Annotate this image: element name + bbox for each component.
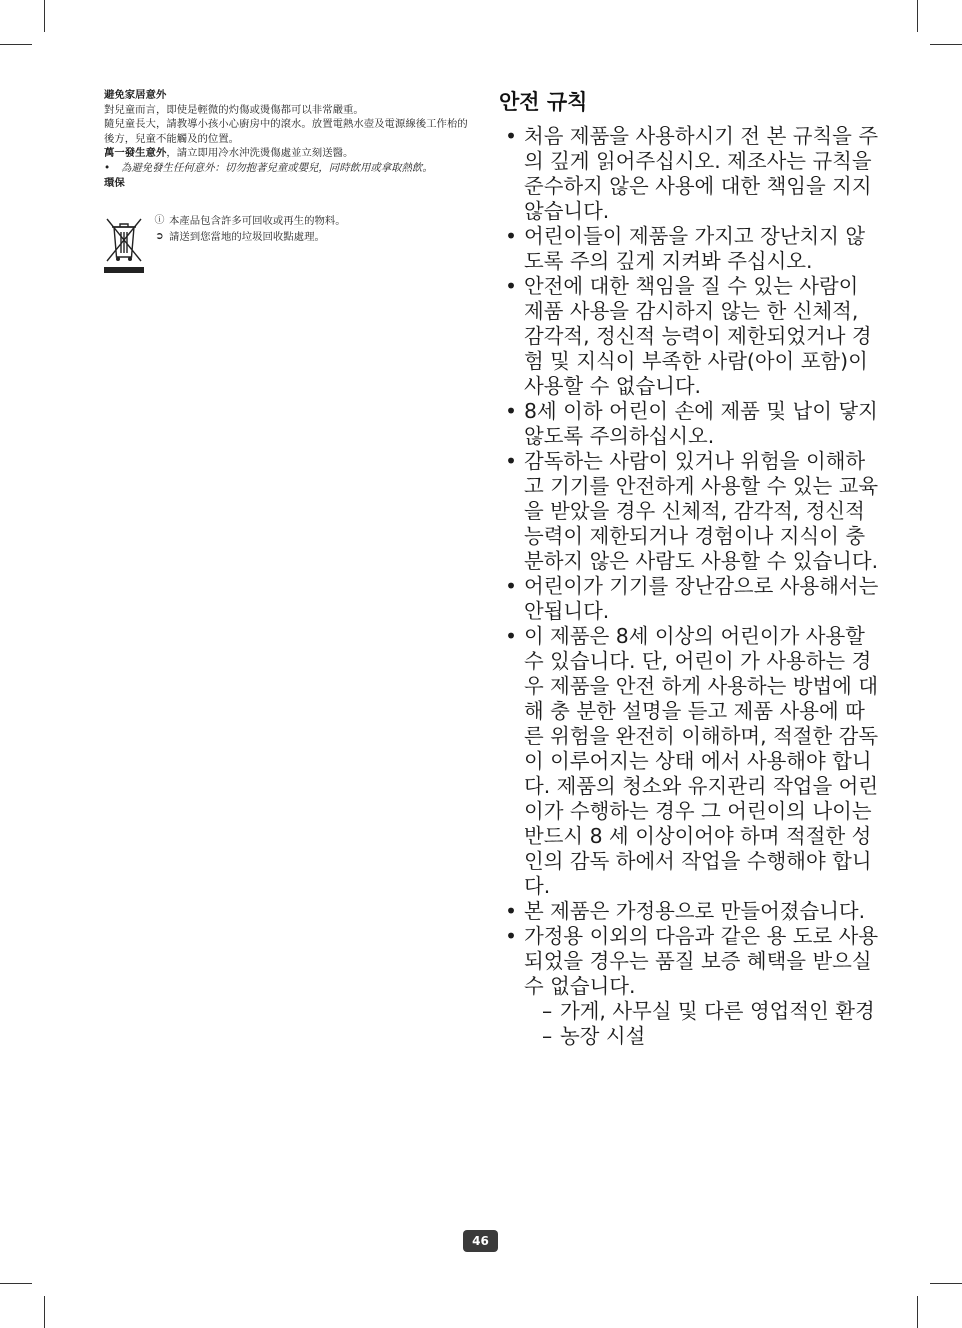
rule-text: 8세 이하 어린이 손에 제품 및 납이 닿지 않도록 주의하십시오. — [524, 399, 878, 448]
crop-mark — [917, 1296, 918, 1328]
rule-text: 처음 제품을 사용하시기 전 본 규칙을 주의 깊게 읽어주십시오. 제조사는 규칙을 준수하지 않은 사용에 대한 책임을 지지 않습니다. — [524, 124, 879, 223]
rule-text: 감독하는 사람이 있거나 위험을 이해하고 기기를 안전하게 사용할 수 있는 교육을 받았을 경우 신체적, 감각적, 정신적 능력이 제한되거나 경험이나 지식이 충분하지 않은 사람도 사용할 수 있습니다. — [524, 449, 879, 573]
paragraph-3-rest: ，請立即用冷水沖洗燙傷處並立刻送醫。 — [166, 147, 354, 160]
bullet-item — [104, 161, 474, 176]
heading-environment: 環保 — [104, 176, 125, 189]
bullet-dot: • — [505, 274, 518, 298]
env-line-dispose — [154, 229, 346, 245]
crop-mark — [44, 0, 45, 32]
left-column — [104, 88, 474, 190]
bullet-dot: • — [505, 449, 518, 473]
sub-item — [524, 1024, 879, 1049]
paragraph-3 — [104, 146, 474, 161]
rule-item — [499, 399, 879, 449]
crop-mark — [0, 1283, 32, 1284]
crop-mark — [0, 44, 32, 45]
crop-mark — [930, 1283, 962, 1284]
bullet-dot: • — [505, 224, 518, 248]
env-line-1: 本產品包含許多可回收或再生的物料。 — [169, 215, 346, 227]
page-number: 46 — [463, 1230, 498, 1252]
sub-item-text: 가게, 사무실 및 다른 영업적인 환경 — [560, 999, 875, 1023]
rule-text: 본 제품은 가정용으로 만들어졌습니다. — [524, 899, 866, 923]
rule-item — [499, 274, 879, 399]
bullet-dot: • — [505, 399, 518, 423]
rule-item — [499, 924, 879, 1049]
crop-mark — [930, 44, 962, 45]
paragraph-1: 對兒童而言，即使是輕微的灼傷或燙傷都可以非常嚴重。 — [104, 103, 364, 116]
env-line-2: 請送到您當地的垃圾回收點處理。 — [169, 231, 325, 243]
bullet-dot: • — [505, 124, 518, 148]
rule-item — [499, 124, 879, 224]
rule-item — [499, 899, 879, 924]
heading-accident: 避免家居意外 — [104, 89, 167, 101]
sub-item — [524, 999, 879, 1024]
bullet-dot: • — [505, 624, 518, 648]
sub-item-text: 농장 시설 — [560, 1024, 646, 1048]
env-line-recycle — [154, 213, 346, 229]
bullet-dot: • — [505, 574, 518, 598]
crop-mark — [917, 0, 918, 32]
bullet-dot: • — [104, 161, 111, 174]
environment-lines — [154, 213, 346, 245]
weee-bin-icon — [104, 213, 144, 275]
dash: – — [542, 999, 553, 1023]
info-icon: ⓘ — [154, 215, 165, 226]
bullet-text: 為避免發生任何意外：切勿抱著兒童或嬰兒，同時飲用或拿取熱飲。 — [121, 161, 433, 174]
crop-mark — [44, 1296, 45, 1328]
rule-text: 가정용 이외의 다음과 같은 용 도로 사용 되었을 경우는 품질 보증 혜택을 받으실 수 없습니다. — [524, 924, 879, 998]
rule-item — [499, 449, 879, 574]
safety-rules-title: 안전 규칙 — [499, 90, 588, 114]
paragraph-2: 隨兒童長大，請教導小孩小心廚房中的滾水。放置電熱水壺及電源線後工作枱的後方，兒童不能觸及的位置。 — [104, 118, 468, 145]
safety-rules-list — [499, 124, 879, 1049]
arrow-icon: ➲ — [155, 231, 164, 242]
rule-item — [499, 224, 879, 274]
rule-text: 어린이들이 제품을 가지고 장난치지 않도록 주의 깊게 지켜봐 주십시오. — [524, 224, 866, 273]
sub-list — [524, 999, 879, 1049]
rule-text: 어린이가 기기를 장난감으로 사용해서는 안됩니다. — [524, 574, 879, 623]
paragraph-3-bold: 萬一發生意外 — [104, 147, 167, 160]
dash: – — [542, 1024, 553, 1048]
rule-text: 이 제품은 8세 이상의 어린이가 사용할 수 있습니다. 단, 어린이 가 사용하는 경우 제품을 안전 하게 사용하는 방법에 대해 충 분한 설명을 듣고 제품 사용에 따른 위험을 완전히 이해하며, 적절한 감독이 이루어지는 상태 에서 사용해야 합니다. 제품의 청소와 유지관리 작업을 어린이가 수행하는 경우 그 어린이의 나이는 반드시 8 세 이상이어야 하며 적절한 성인의 감독 하에서 작업을 수행해야 합니다. — [524, 624, 879, 898]
bullet-dot: • — [505, 924, 518, 948]
rule-text: 안전에 대한 책임을 질 수 있는 사람이 제품 사용을 감시하지 않는 한 신체적, 감각적, 정신적 능력이 제한되었거나 경험 및 지식이 부족한 사람(아이 포함)이 사용할 수 없습니다. — [524, 274, 872, 398]
rule-item — [499, 574, 879, 624]
bullet-dot: • — [505, 899, 518, 923]
rule-item — [499, 624, 879, 899]
